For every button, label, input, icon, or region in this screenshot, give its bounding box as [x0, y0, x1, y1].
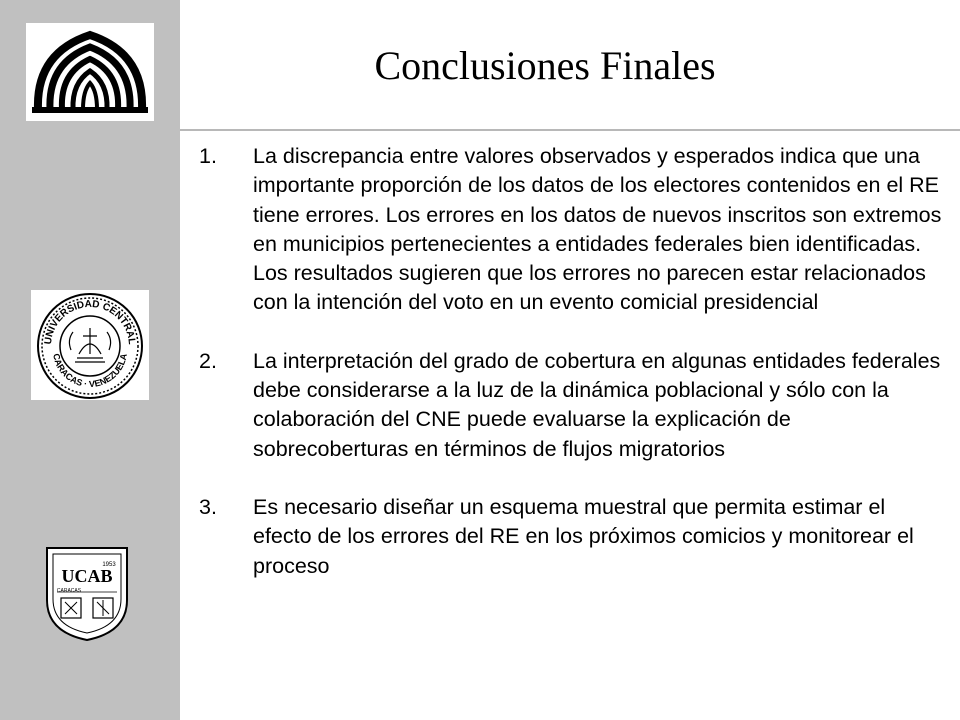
list-item-number: 2.: [199, 348, 217, 373]
seal-top-text: UNIVERSIDAD CENTRAL: [42, 298, 138, 346]
list-item-text: Es necesario diseñar un esquema muestral que permita estimar el efecto de los errores del RE en los próximos comicios y monitorear el proceso: [253, 494, 914, 578]
slide-title: Conclusiones Finales: [374, 43, 716, 88]
sidebar: [0, 0, 180, 720]
ucv-architecture-logo-icon: [26, 23, 154, 121]
title-divider: [180, 129, 960, 131]
list-item: [199, 347, 944, 464]
ucv-seal-icon: [31, 290, 149, 400]
list-item-number: 1.: [199, 144, 217, 168]
ucab-shield-icon: [43, 544, 131, 642]
list-item: [199, 493, 944, 581]
list-item-number: 3.: [199, 494, 217, 519]
list-item-text: La discrepancia entre valores observados y esperados indica que una importante proporción de los datos de los electores contenidos en el RE tiene errores. Los errores en los datos de nuevos inscritos son extremos en municipios pertenecientes a entidades federales bien identificadas. Los resultados sugieren que los errores no parecen estar relacionados con la intención del voto en un evento comicial presidencial: [253, 144, 942, 315]
ucab-city: CARACAS: [56, 588, 82, 594]
ucab-letters: UCAB: [61, 566, 113, 586]
list-item: [199, 142, 944, 318]
list-item-text: La interpretación del grado de cobertura en algunas entidades federales debe considerarse a la luz de la dinámica poblacional y sólo con la colaboración del CNE puede evaluarse la explicación de sobrecoberturas en términos de flujos migratorios: [253, 348, 941, 461]
conclusions-list: [199, 142, 944, 610]
seal-bottom-text: CARACAS · VENEZUELA: [51, 352, 129, 390]
ucab-year: 1953: [102, 562, 116, 568]
